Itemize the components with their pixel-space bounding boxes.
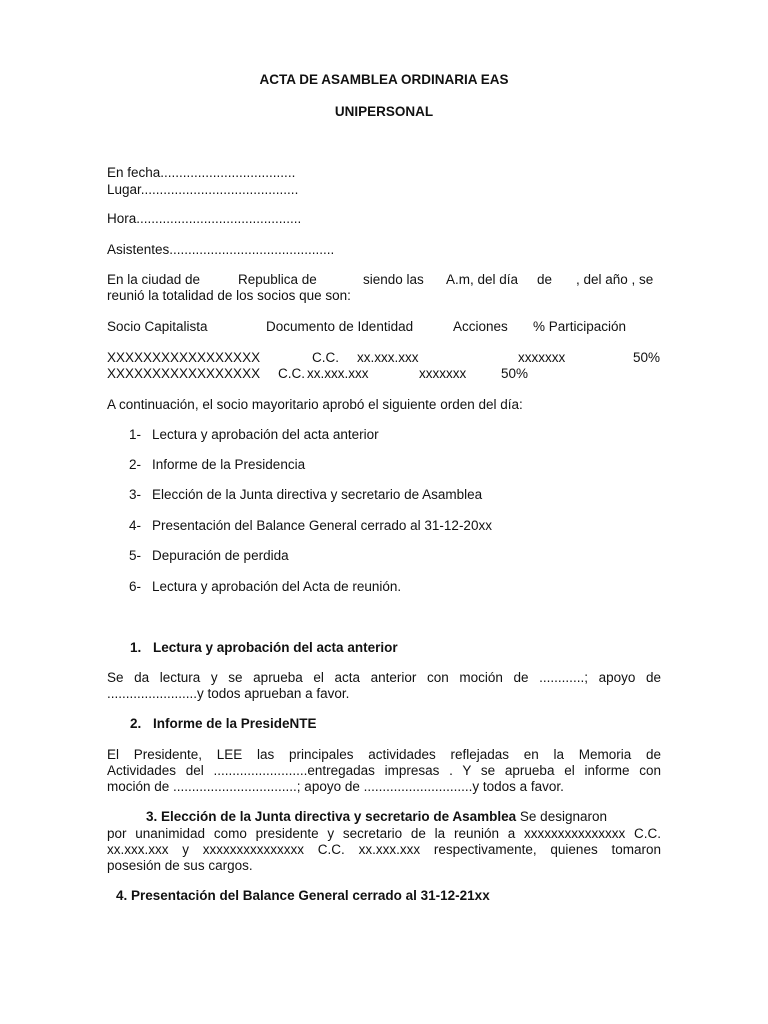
section-1-text: ........................y todos aprueban a favor. [107, 686, 350, 701]
partners-table-header [107, 319, 661, 336]
document-title: ACTA DE ASAMBLEA ORDINARIA EAS [259, 72, 509, 87]
intro-line [107, 272, 661, 289]
agenda-item [129, 457, 305, 474]
asistentes-field: Asistentes............................................ [107, 242, 335, 257]
partner-shares: xxxxxxx [419, 366, 467, 381]
section-1-number: 1. [130, 640, 142, 655]
agenda-item [129, 487, 482, 504]
agenda-item-number: 1- [129, 427, 142, 442]
section-3-heading: 3. Elección de la Junta directiva y secretario de Asamblea [146, 809, 517, 824]
agenda-item-number: 6- [129, 579, 142, 594]
header-acciones: Acciones [453, 319, 508, 334]
partner-name: XXXXXXXXXXXXXXXXX [107, 366, 261, 381]
agenda-item-text: Informe de la Presidencia [152, 457, 306, 472]
partner-doc-type: C.C. [312, 350, 339, 365]
agenda-item [129, 579, 401, 596]
section-2-text: Actividades del .........................entregadas impresas . Y se aprueba el informe con [107, 763, 661, 778]
partner-pct: 50% [633, 350, 661, 365]
intro-ciudad: En la ciudad de [107, 272, 201, 287]
section-2-text: El Presidente, LEE las principales actividades reflejadas en la Memoria de [107, 747, 661, 762]
agenda-item-number: 5- [129, 548, 142, 563]
lugar-field: Lugar.......................................... [107, 182, 299, 197]
agenda-item-number: 3- [129, 487, 142, 502]
header-participacion: % Participación [533, 319, 627, 334]
agenda-item-number: 2- [129, 457, 142, 472]
partner-doc-num: xx.xxx.xxx [307, 366, 369, 381]
section-3-text: posesión de sus cargos. [107, 858, 253, 873]
document-subtitle: UNIPERSONAL [334, 104, 434, 119]
section-2-number: 2. [130, 716, 142, 731]
section-2-text: moción de .................................; apoyo de .............................y todos a favor. [107, 779, 564, 794]
section-1-title: Lectura y aprobación del acta anterior [153, 640, 398, 655]
section-1-text: Se da lectura y se aprueba el acta anterior con moción de ............; apoyo de [107, 670, 661, 685]
partner-shares: xxxxxxx [518, 350, 566, 365]
agenda-item [129, 518, 492, 535]
partner-pct: 50% [501, 366, 529, 381]
agenda-item-text: Lectura y aprobación del acta anterior [152, 427, 379, 442]
section-3-text: xx.xxx.xxx y xxxxxxxxxxxxxxx C.C. xx.xxx.xxx respectivamente, quienes tomaron [107, 842, 661, 857]
partner-doc-num: xx.xxx.xxx [357, 350, 419, 365]
agenda-item-text: Lectura y aprobación del Acta de reunión. [152, 579, 402, 594]
section-3-text: Se designaron [516, 809, 607, 824]
section-1-heading [130, 640, 398, 657]
intro-ano: , del año , se [576, 272, 654, 287]
header-documento: Documento de Identidad [266, 319, 414, 334]
agenda-item-text: Elección de la Junta directiva y secretario de Asamblea [152, 487, 483, 502]
agenda-item [129, 548, 289, 565]
section-3-first-line [146, 809, 607, 826]
section-4-heading: 4. Presentación del Balance General cerrado al 31-12-21xx [116, 888, 490, 903]
section-2-title: Informe de la PresideNTE [153, 716, 317, 731]
agenda-item-text: Depuración de perdida [152, 548, 289, 563]
intro-republica: Republica de [238, 272, 317, 287]
intro-de: de [537, 272, 553, 287]
partner-name: XXXXXXXXXXXXXXXXX [107, 350, 261, 365]
fecha-field: En fecha.................................... [107, 165, 296, 180]
partner-doc-type: C.C. [278, 366, 305, 381]
partner-row [107, 350, 661, 367]
agenda-item-text: Presentación del Balance General cerrado al 31-12-20xx [152, 518, 492, 533]
agenda-intro: A continuación, el socio mayoritario aprobó el siguiente orden del día: [107, 397, 523, 412]
section-3-text: por unanimidad como presidente y secretario de la reunión a xxxxxxxxxxxxxxx C.C. [107, 826, 661, 841]
partner-row [107, 366, 661, 383]
header-socio: Socio Capitalista [107, 319, 208, 334]
agenda-item [129, 427, 379, 444]
intro-siendo: siendo las [363, 272, 424, 287]
hora-field: Hora............................................ [107, 211, 302, 226]
section-2-heading [130, 716, 317, 733]
intro-line-2: reunió la totalidad de los socios que son: [107, 288, 351, 303]
intro-am: A.m, del día [446, 272, 519, 287]
agenda-item-number: 4- [129, 518, 142, 533]
